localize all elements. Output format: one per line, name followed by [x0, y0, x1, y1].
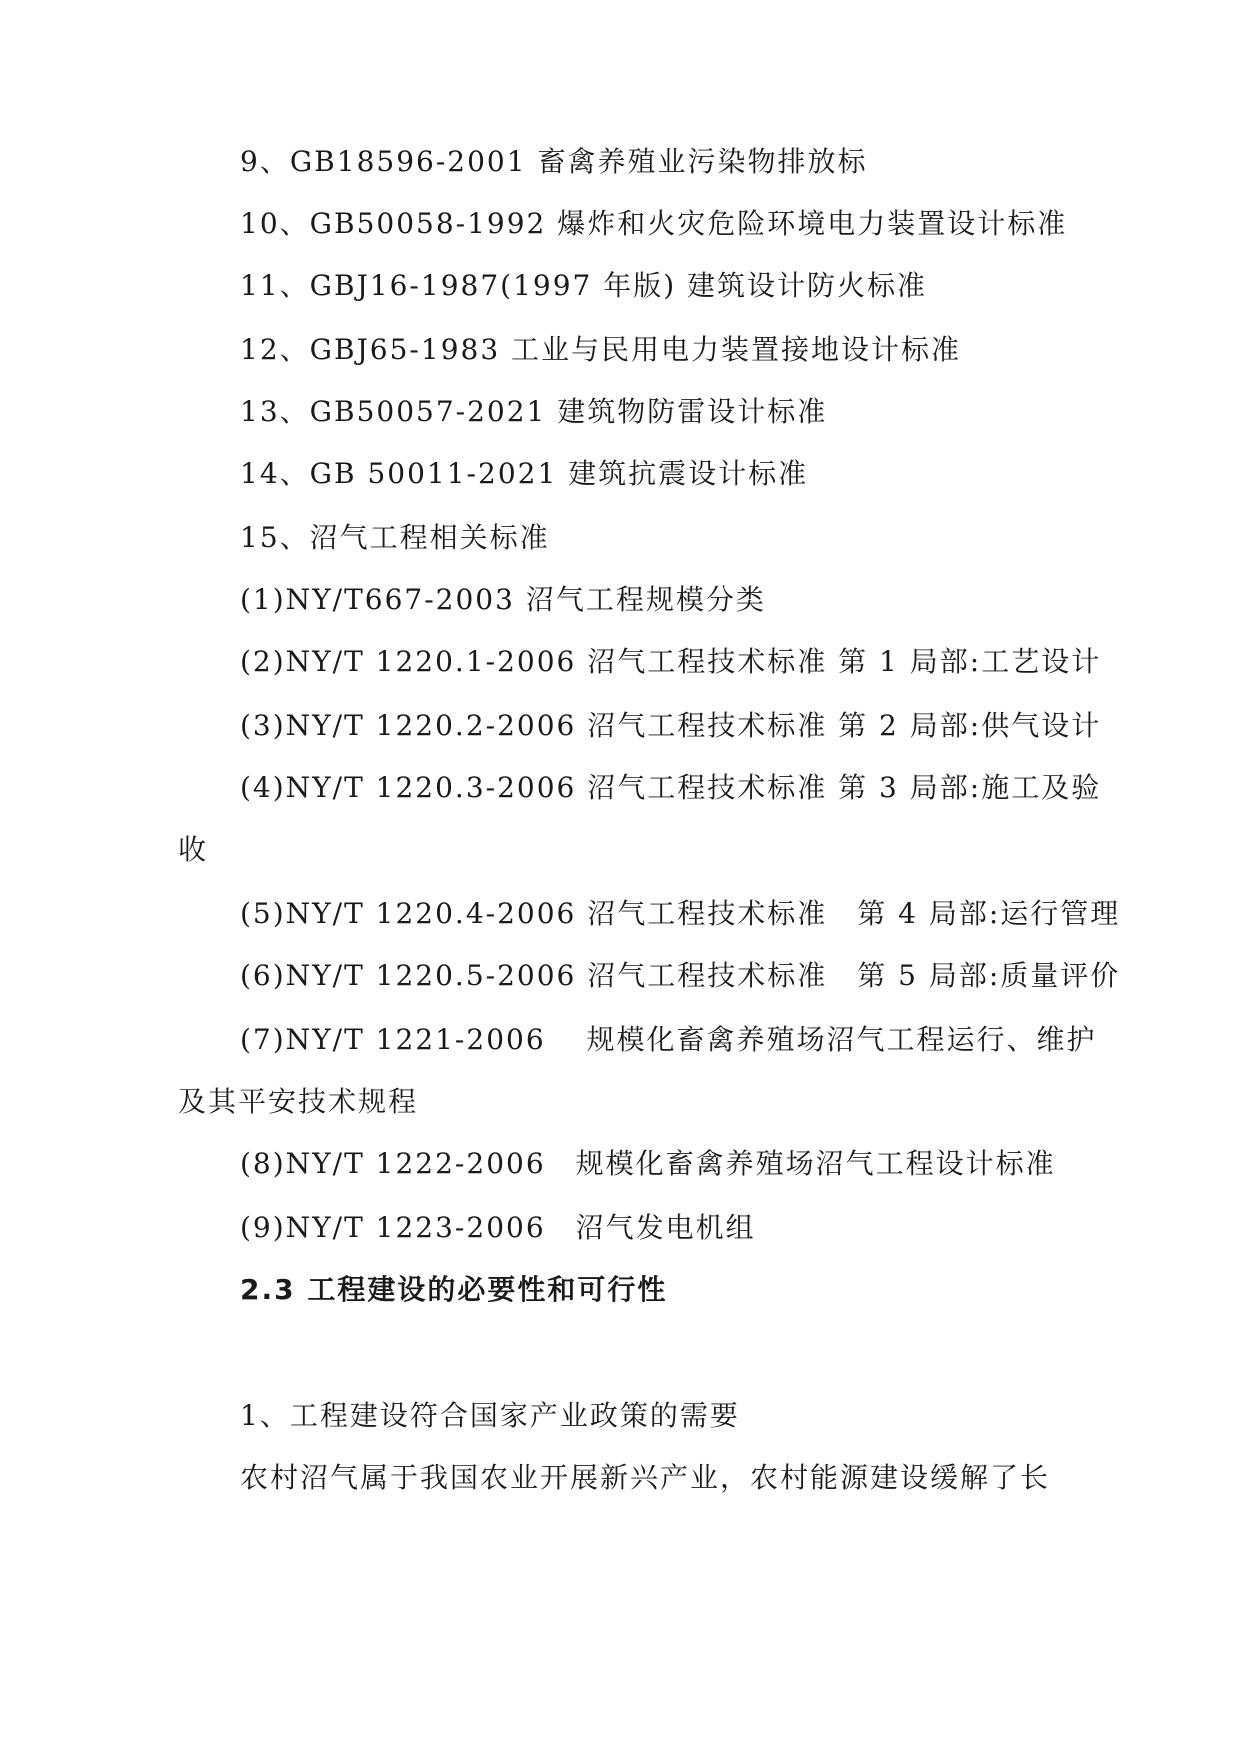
standard-item-15: 15、沼气工程相关标准 — [240, 521, 550, 554]
subsection-heading: 1、工程建设符合国家产业政策的需要 — [240, 1399, 740, 1432]
biogas-standard-3: (3)NY/T 1220.2-2006 沼气工程技术标准 第 2 局部:供气设计 — [240, 709, 1102, 742]
biogas-standard-5: (5)NY/T 1220.4-2006 沼气工程技术标准 第 4 局部:运行管理 — [240, 897, 1121, 930]
standard-item-12: 12、GBJ65-1983 工业与民用电力装置接地设计标准 — [240, 333, 962, 366]
standard-item-13: 13、GB50057-2021 建筑物防雷设计标准 — [240, 395, 828, 428]
biogas-standard-2: (2)NY/T 1220.1-2006 沼气工程技术标准 第 1 局部:工艺设计 — [240, 645, 1102, 678]
standard-item-11: 11、GBJ16-1987(1997 年版) 建筑设计防火标准 — [240, 269, 928, 302]
biogas-standard-7-continued: 及其平安技术规程 — [178, 1085, 419, 1118]
standard-item-10: 10、GB50058-1992 爆炸和火灾危险环境电力装置设计标准 — [240, 207, 1068, 240]
biogas-standard-8: (8)NY/T 1222-2006 规模化畜禽养殖场沼气工程设计标准 — [240, 1147, 1056, 1180]
biogas-standard-1: (1)NY/T667-2003 沼气工程规模分类 — [240, 583, 766, 616]
biogas-standard-9: (9)NY/T 1223-2006 沼气发电机组 — [240, 1211, 756, 1244]
standard-item-14: 14、GB 50011-2021 建筑抗震设计标准 — [240, 457, 809, 490]
section-heading: 2.3 工程建设的必要性和可行性 — [240, 1273, 668, 1306]
body-paragraph: 农村沼气属于我国农业开展新兴产业，农村能源建设缓解了长 — [240, 1461, 1051, 1494]
biogas-standard-7: (7)NY/T 1221-2006 规模化畜禽养殖场沼气工程运行、维护 — [240, 1023, 1097, 1056]
biogas-standard-4: (4)NY/T 1220.3-2006 沼气工程技术标准 第 3 局部:施工及验 — [240, 771, 1102, 804]
biogas-standard-6: (6)NY/T 1220.5-2006 沼气工程技术标准 第 5 局部:质量评价 — [240, 959, 1121, 992]
standard-item-9: 9、GB18596-2001 畜禽养殖业污染物排放标 — [240, 145, 868, 178]
biogas-standard-4-continued: 收 — [178, 833, 209, 866]
